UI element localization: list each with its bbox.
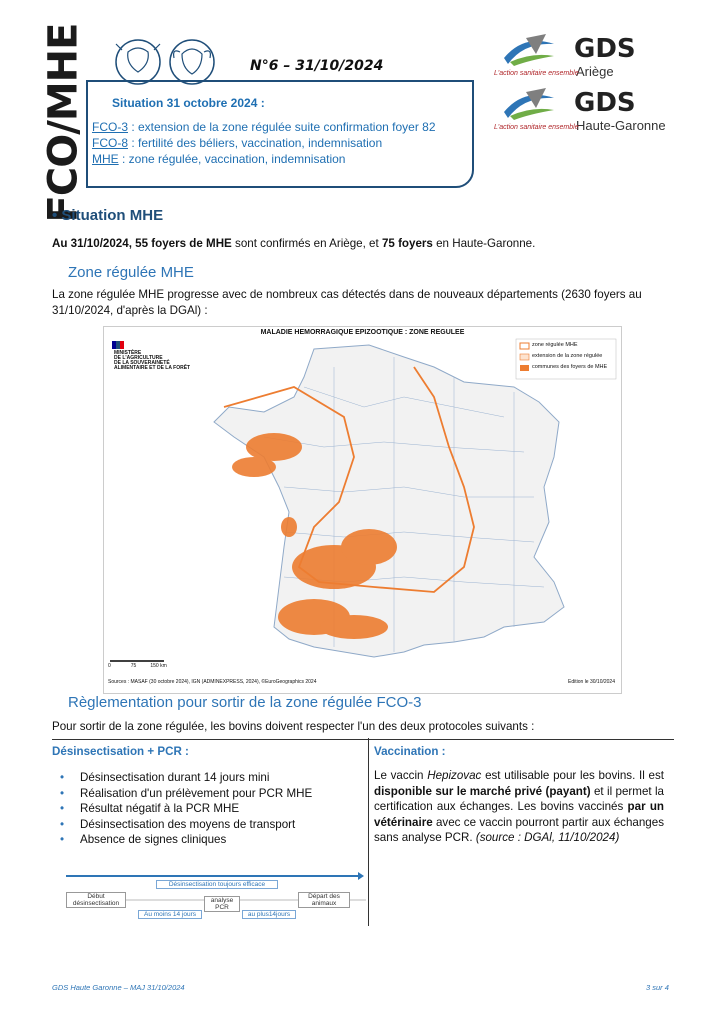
logo-gds-haute-garonne	[490, 84, 700, 140]
summary-line-mhe: MHE : zone régulée, vaccination, indemnisation	[92, 152, 346, 166]
timeline-top-label: Désinsectisation toujours efficace	[156, 880, 278, 889]
vaccination-text: Le vaccin Hepizovac est utilisable pour les bovins. Il est disponible sur le marché privé (payant) et il permet la certification aux échanges. Les bovins vaccinés par un vétérinaire avec ce vaccin pourront partir aux échanges sans analyse PCR. (source : DGAl, 11/10/2024)	[374, 769, 665, 844]
map-legend: zone régulée MHE extension de la zone régulée communes des foyers de MHE	[532, 342, 608, 370]
footer-page: 3 sur 4	[646, 983, 669, 992]
vertical-title-text: FCO/MHE	[40, 23, 87, 223]
gds-hg-sub: Haute-Garonne	[576, 118, 666, 133]
list-item: • Réalisation d'un prélèvement pour PCR MHE	[60, 786, 312, 802]
gds-logo-icon	[500, 32, 560, 68]
cow-icon	[116, 40, 160, 84]
protocol-timeline	[66, 870, 366, 930]
gds-logo-icon	[500, 86, 560, 122]
map-source: Sources : MASAF (30 octobre 2024), IGN (ADMINEXPRESS, 2024), ©EuroGeographics 2024	[108, 679, 317, 685]
map-title: MALADIE HEMORRAGIQUE EPIZOOTIQUE : ZONE REGULEE	[260, 329, 465, 336]
timeline-start: Début désinsectisation	[66, 892, 126, 908]
protocol-pcr-list	[60, 770, 312, 848]
ministry-text: MINISTÈRE DE L'AGRICULTURE DE LA SOUVERAINETÉ ALIMENTAIRE ET DE LA FORÊT	[114, 350, 191, 371]
gds-hg-title: GDS	[574, 88, 636, 118]
timeline-max: au plus14jours	[242, 910, 296, 919]
gds-ariege-sub: Ariège	[576, 64, 614, 79]
reglementation-title: Règlementation pour sortir de la zone régulée FCO-3	[68, 694, 422, 711]
mhe-link[interactable]: MHE	[92, 152, 119, 166]
header-summary-box	[86, 80, 474, 188]
fco3-link[interactable]: FCO-3	[92, 120, 128, 134]
protocol-vaccination-heading: Vaccination :	[374, 745, 446, 758]
issue-number: N°6 – 31/10/2024	[250, 58, 384, 74]
summary-line-fco8: FCO-8 : fertilité des béliers, vaccination, indemnisation	[92, 136, 383, 150]
timeline-pcr: analyse PCR	[204, 896, 240, 912]
sheep-icon	[170, 40, 214, 84]
situation-label: Situation 31 octobre 2024 :	[112, 96, 265, 110]
map-scale: 0 75 150 km	[108, 663, 167, 669]
footer-left: GDS Haute Garonne – MAJ 31/10/2024	[52, 983, 185, 992]
list-item: • Désinsectisation durant 14 jours mini	[60, 770, 312, 786]
gds-logos	[490, 30, 700, 140]
list-item: • Désinsectisation des moyens de transport	[60, 817, 312, 833]
section-title-situation-mhe: • Situation MHE	[52, 207, 164, 224]
timeline-min: Au moins 14 jours	[138, 910, 202, 919]
list-item: • Absence de signes cliniques	[60, 832, 312, 848]
protocol-top-divider	[52, 739, 674, 740]
timeline-end: Départ des animaux	[298, 892, 350, 908]
map-zone-regulee	[103, 326, 622, 694]
reglementation-intro: Pour sortir de la zone régulée, les bovins doivent respecter l'un des deux protocoles suivants :	[52, 720, 535, 733]
protocol-divider	[368, 738, 369, 926]
zone-regulee-text: La zone régulée MHE progresse avec de nombreux cas détectés dans de nouveaux départements (2630 foyers au 31/10/2024, d'après la DGAl) :	[52, 288, 642, 317]
map-edition: Edition le 30/10/2024	[568, 679, 615, 685]
zone-regulee-title: Zone régulée MHE	[68, 264, 194, 281]
gds-hg-tagline: L'action sanitaire ensemble	[494, 124, 579, 131]
protocol-pcr-heading: Désinsectisation + PCR :	[52, 745, 189, 758]
france-map	[104, 327, 621, 693]
fco8-link[interactable]: FCO-8	[92, 136, 128, 150]
logo-gds-ariege	[490, 30, 700, 80]
vertical-title	[10, 23, 87, 223]
gds-ariege-title: GDS	[574, 34, 636, 64]
summary-line-fco3: FCO-3 : extension de la zone régulée suite confirmation foyer 82	[92, 120, 436, 134]
mhe-foyers-paragraph: Au 31/10/2024, 55 foyers de MHE sont confirmés en Ariège, et 75 foyers en Haute-Garonne.	[52, 237, 536, 250]
list-item: • Résultat négatif à la PCR MHE	[60, 801, 312, 817]
gds-ariege-tagline: L'action sanitaire ensemble	[494, 70, 579, 77]
